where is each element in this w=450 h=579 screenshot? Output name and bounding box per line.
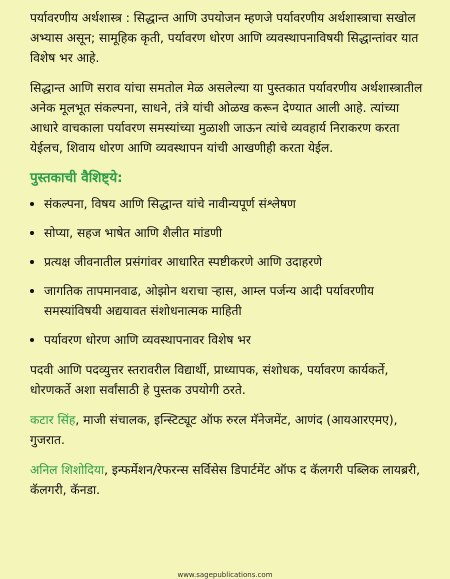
description-paragraph: सिद्धान्त आणि सराव यांचा समतोल मेळ असलेल्या या पुस्तकात पर्यावरणीय अर्थशास्त्रातील अनेक मूलभूत संकल्पना, साधने, तंत्रे यांची ओळख करून देण्यात आली आहे. त्यांच्या आधारे वाचकाला पर्यावरण समस्यांच्या मुळाशी जाऊन त्यांचे व्यवहार्य निराकरण करता येईलच, शिवाय धोरण आणि व्यवस्थापन यांची आखणीही करता येईल.: [30, 81, 423, 155]
author-description: , माजी संचालक, इन्स्टिट्यूट ऑफ रुरल मॅनेजमेंट, आणंद (आयआरएमए), गुजरात.: [30, 413, 398, 447]
bullet-icon: [30, 260, 34, 264]
author-bio: [30, 460, 428, 500]
features-heading: पुस्तकाची वैशिष्ट्ये:: [30, 170, 123, 186]
feature-item: [30, 281, 428, 321]
bullet-icon: [30, 289, 34, 293]
publisher-url[interactable]: www.sagepublications.com: [177, 571, 273, 579]
author-description: , इन्फर्मेशन/रेफरन्स सर्विसेस डिपार्टमेंट ऑफ द कॅलगरी पब्लिक लायब्ररी, कॅलगरी, कॅनडा.: [30, 463, 420, 497]
feature-text: पर्यावरण धोरण आणि व्यवस्थापनावर विशेष भर: [44, 333, 251, 347]
feature-item: [30, 252, 428, 272]
bullet-icon: [30, 231, 34, 235]
feature-text: प्रत्यक्ष जीवनातील प्रसंगांवर आधारित स्पष्टीकरणे आणि उदाहरणे: [44, 255, 323, 269]
feature-item: [30, 223, 428, 243]
feature-text: सोप्या, सहज भाषेत आणि शैलीत मांडणी: [44, 226, 223, 240]
bullet-icon: [30, 338, 34, 342]
bullet-icon: [30, 202, 34, 206]
author-name: अनिल शिशोदिया: [30, 463, 105, 477]
feature-item: [30, 194, 428, 214]
features-list: [30, 194, 428, 350]
feature-text: जागतिक तापमानवाढ, ओझोन थराचा ऱ्हास, आम्ल पर्जन्य आदी पर्यावरणीय समस्यांविषयी अद्ययावत संशोधनात्मक माहिती: [44, 284, 374, 318]
author-name: कटार सिंह: [30, 413, 76, 427]
feature-item: [30, 330, 428, 350]
intro-paragraph: पर्यावरणीय अर्थशास्त्र : सिद्धान्त आणि उपयोजन म्हणजे पर्यावरणीय अर्थशास्त्राचा सखोल अभ्यास असून; सामूहिक कृती, पर्यावरण धोरण आणि व्यवस्थापनाविषयी सिद्धान्तांवर यात विशेष भर आहे.: [30, 11, 419, 65]
feature-text: संकल्पना, विषय आणि सिद्धान्त यांचे नावीन्यपूर्ण संश्लेषण: [44, 197, 296, 211]
audience-paragraph: पदवी आणि पदव्युत्तर स्तरावरील विद्यार्थी, प्राध्यापक, संशोधक, पर्यावरण कार्यकर्ते, धोरणकर्ते अशा सर्वांसाठी हे पुस्तक उपयोगी ठरते.: [30, 363, 389, 397]
author-bio: [30, 410, 428, 450]
